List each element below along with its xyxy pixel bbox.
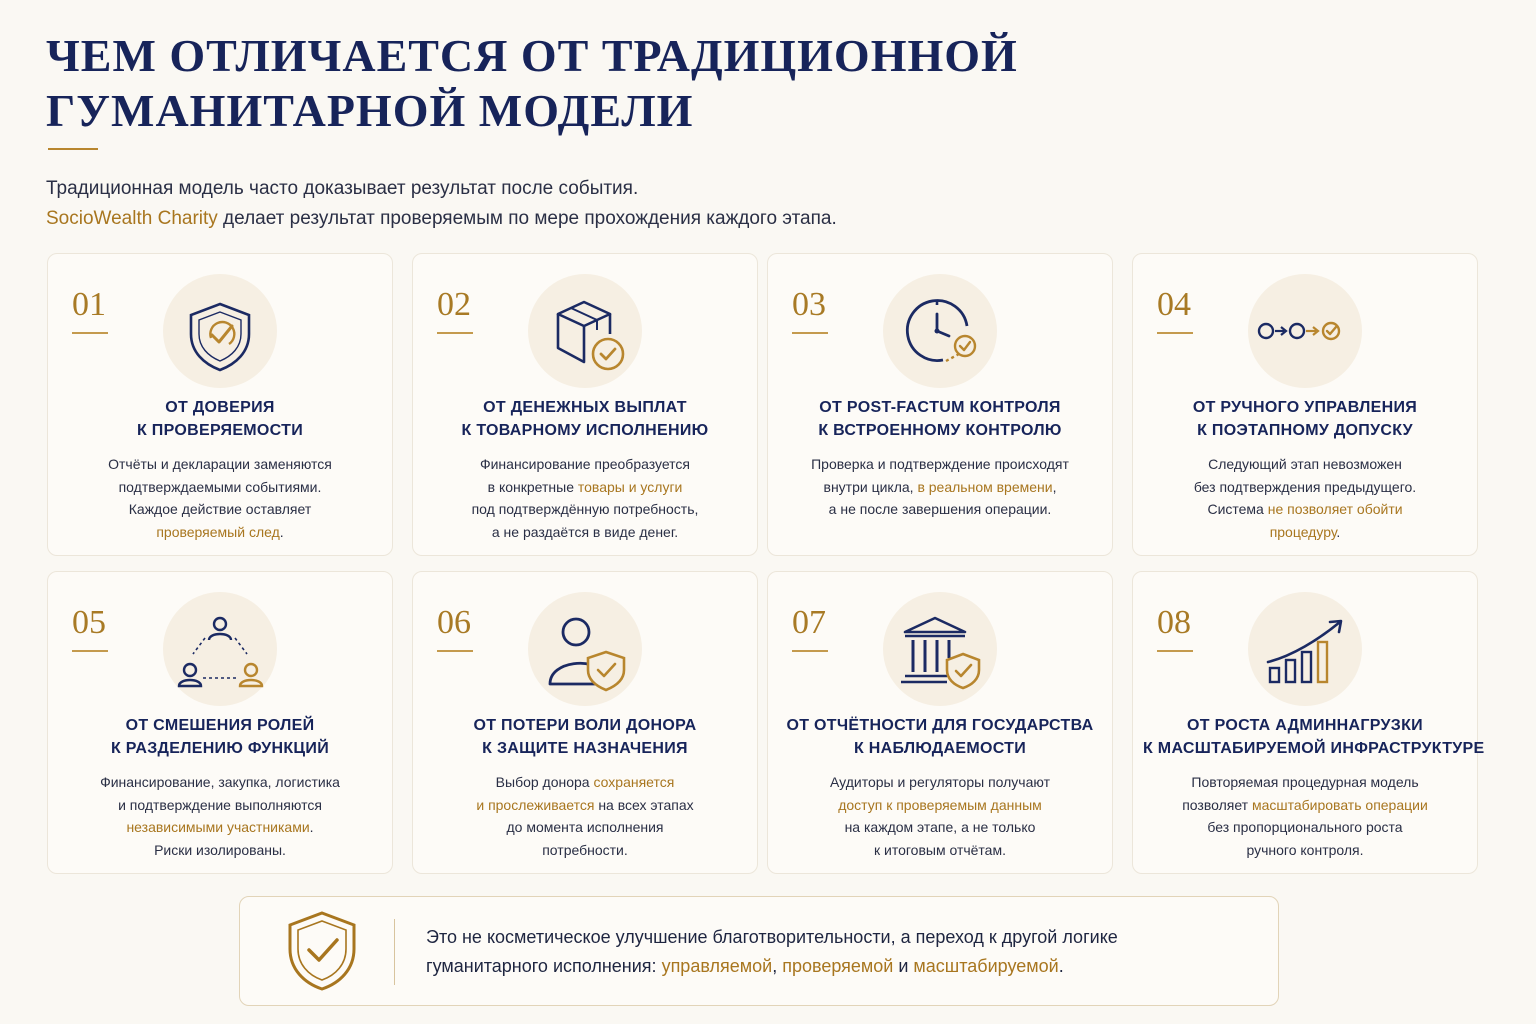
- card-title-line: К ВСТРОЕННОМУ КОНТРОЛЮ: [818, 422, 1062, 439]
- card-description-line: [778, 816, 1102, 839]
- title-line-1: ЧЕМ ОТЛИЧАЕТСЯ ОТ ТРАДИЦИОННОЙ: [46, 30, 1018, 81]
- card-06: [412, 571, 758, 874]
- card-number-underline: [72, 332, 108, 334]
- highlight-text: не позволяет обойти: [1267, 501, 1403, 517]
- card-08: [1132, 571, 1485, 874]
- card-description-line: [1143, 498, 1467, 521]
- summary-line-2: [426, 952, 1118, 981]
- highlight-text: масштабировать операции: [1251, 796, 1428, 813]
- card-04: [1132, 253, 1478, 556]
- card-description-line: [778, 771, 1102, 794]
- card-number-underline: [437, 332, 473, 334]
- text-segment: без пропорционального роста: [1207, 819, 1403, 835]
- text-segment: без подтверждения предыдущего.: [1193, 478, 1417, 495]
- highlight-text: и прослеживается: [476, 796, 595, 813]
- card-description: [58, 453, 382, 543]
- card-title: [58, 714, 382, 760]
- card-07: [767, 571, 1113, 874]
- card-description-line: [1143, 521, 1467, 544]
- card-title: [58, 396, 382, 442]
- text-segment: .: [309, 819, 314, 835]
- shield-check-icon: [284, 909, 360, 998]
- card-description-line: [1143, 453, 1467, 476]
- card-description-line: [58, 476, 382, 499]
- text-segment: под подтверждённую потребность,: [471, 501, 699, 517]
- summary-highlight-scalable: масштабируемой: [913, 956, 1059, 976]
- summary-line-1: Это не косметическое улучшение благотворительности, а переход к другой логике: [426, 927, 1118, 947]
- card-number-underline: [1157, 332, 1193, 334]
- summary-box: [239, 896, 1279, 1006]
- card-number: 01: [72, 286, 106, 323]
- card-description-line: [1143, 839, 1467, 862]
- card-description-line: [778, 453, 1102, 476]
- summary-line-2-start: гуманитарного исполнения:: [426, 956, 662, 976]
- card-description-line: [778, 498, 1102, 521]
- text-segment: внутри цикла,: [823, 478, 918, 495]
- text-segment: .: [1336, 523, 1341, 540]
- card-description-line: [778, 476, 1102, 499]
- card-02: [412, 253, 758, 556]
- card-description-line: [423, 816, 747, 839]
- card-title: [1143, 714, 1485, 760]
- highlight-text: в реальном времени: [917, 478, 1053, 495]
- card-description: [58, 771, 382, 861]
- card-title: [778, 714, 1102, 760]
- text-segment: в конкретные: [487, 478, 578, 495]
- text-segment: а не после завершения операции.: [828, 501, 1052, 517]
- card-description-line: [58, 453, 382, 476]
- text-segment: .: [279, 523, 284, 540]
- summary-highlight-managed: управляемой: [661, 956, 773, 976]
- summary-end: .: [1058, 956, 1064, 976]
- text-segment: Риски изолированы.: [154, 841, 286, 858]
- highlight-text: сохраняется: [593, 774, 675, 790]
- card-description-line: [423, 771, 747, 794]
- text-segment: Проверка и подтверждение происходят: [811, 456, 1069, 472]
- card-number: 02: [437, 286, 471, 323]
- title-underline: [48, 148, 98, 150]
- intro-text: [46, 174, 837, 234]
- card-title-line: К ПРОВЕРЯЕМОСТИ: [137, 422, 303, 439]
- card-description-line: [58, 839, 382, 862]
- text-segment: а не раздаётся в виде денег.: [491, 523, 679, 540]
- card-description: [778, 771, 1102, 861]
- text-segment: к итоговым отчётам.: [873, 841, 1006, 858]
- card-description-line: [58, 794, 382, 817]
- card-description-line: [1143, 816, 1467, 839]
- card-05: [47, 571, 393, 874]
- summary-sep-2: и: [893, 956, 914, 976]
- text-segment: и подтверждение выполняются: [118, 796, 322, 813]
- card-description: [778, 453, 1102, 521]
- card-title: [1143, 396, 1467, 442]
- user-shield-icon: [528, 592, 642, 706]
- card-number: 05: [72, 604, 106, 641]
- card-description-line: [58, 816, 382, 839]
- card-title-line: ОТ СМЕШЕНИЯ РОЛЕЙ: [125, 717, 315, 734]
- card-number: 07: [792, 604, 826, 641]
- text-segment: Финансирование, закупка, логистика: [100, 774, 340, 790]
- card-description-line: [423, 521, 747, 544]
- card-title-line: К НАБЛЮДАЕМОСТИ: [853, 740, 1027, 757]
- card-title-line: ОТ POST-FACTUM КОНТРОЛЯ: [819, 399, 1061, 416]
- intro-line-1: Традиционная модель часто доказывает результат после события.: [46, 178, 639, 199]
- card-description-line: [1143, 771, 1467, 794]
- card-title-line: ОТ РОСТА АДМИННАГРУЗКИ: [1187, 717, 1423, 734]
- summary-text: [426, 923, 1118, 981]
- card-title-line: К РАЗДЕЛЕНИЮ ФУНКЦИЙ: [110, 740, 330, 757]
- growth-chart-icon: [1248, 592, 1362, 706]
- text-segment: на всех этапах: [594, 796, 694, 813]
- card-description-line: [778, 794, 1102, 817]
- text-segment: позволяет: [1182, 796, 1252, 813]
- card-number-underline: [437, 650, 473, 652]
- card-description: [1143, 771, 1467, 861]
- card-description-line: [423, 476, 747, 499]
- card-03: [767, 253, 1113, 556]
- summary-sep-1: ,: [772, 956, 783, 976]
- card-description-line: [423, 498, 747, 521]
- card-number-underline: [792, 332, 828, 334]
- page-title: [46, 28, 1018, 138]
- text-segment: Следующий этап невозможен: [1208, 456, 1402, 472]
- card-title-line: ОТ ДЕНЕЖНЫХ ВЫПЛАТ: [483, 399, 687, 416]
- card-number-underline: [792, 650, 828, 652]
- highlight-text: проверяемый след: [156, 523, 280, 540]
- text-segment: Финансирование преобразуется: [479, 456, 691, 472]
- card-title-line: ОТ ОТЧЁТНОСТИ ДЛЯ ГОСУДАРСТВА: [786, 717, 1094, 734]
- card-description-line: [423, 453, 747, 476]
- box-check-icon: [528, 274, 642, 388]
- highlight-text: доступ к проверяемым данным: [838, 796, 1042, 813]
- card-description: [423, 771, 747, 861]
- card-description: [423, 453, 747, 543]
- card-title: [778, 396, 1102, 442]
- text-segment: до момента исполнения: [506, 819, 664, 835]
- card-number-underline: [72, 650, 108, 652]
- card-title-line: К ПОЭТАПНОМУ ДОПУСКУ: [1197, 422, 1413, 439]
- text-segment: подтверждаемыми событиями.: [118, 478, 322, 495]
- card-description-line: [1143, 794, 1467, 817]
- card-title-line: ОТ РУЧНОГО УПРАВЛЕНИЯ: [1192, 399, 1418, 416]
- card-number-underline: [1157, 650, 1193, 652]
- card-number: 03: [792, 286, 826, 323]
- card-title-line: ОТ ПОТЕРИ ВОЛИ ДОНОРА: [473, 717, 697, 734]
- card-description-line: [58, 521, 382, 544]
- card-description-line: [1143, 476, 1467, 499]
- card-number: 04: [1157, 286, 1191, 323]
- shield-check-icon: [163, 274, 277, 388]
- clock-check-icon: [883, 274, 997, 388]
- card-title: [423, 714, 747, 760]
- text-segment: Отчёты и декларации заменяются: [108, 456, 332, 472]
- text-segment: на каждом этапе, а не только: [844, 819, 1036, 835]
- brand-name: SocioWealth Charity: [46, 208, 218, 229]
- card-description: [1143, 453, 1467, 543]
- card-title-line: ОТ ДОВЕРИЯ: [165, 399, 275, 416]
- text-segment: Повторяемая процедурная модель: [1191, 774, 1419, 790]
- card-title-line: К МАСШТАБИРУЕМОЙ ИНФРАСТРУКТУРЕ: [1143, 740, 1485, 757]
- institution-shield-icon: [883, 592, 997, 706]
- text-segment: ,: [1052, 478, 1057, 495]
- card-description-line: [423, 839, 747, 862]
- highlight-text: процедуру: [1269, 523, 1337, 540]
- highlight-text: независимыми участниками: [126, 819, 310, 835]
- card-description-line: [423, 794, 747, 817]
- card-description-line: [58, 771, 382, 794]
- text-segment: Аудиторы и регуляторы получают: [829, 774, 1050, 790]
- card-description-line: [58, 498, 382, 521]
- intro-line-2: [46, 204, 837, 234]
- title-line-2: ГУМАНИТАРНОЙ МОДЕЛИ: [46, 85, 694, 136]
- summary-divider: [394, 919, 395, 985]
- card-01: [47, 253, 393, 556]
- people-network-icon: [163, 592, 277, 706]
- step-flow-icon: [1248, 274, 1362, 388]
- intro-line-2-rest: делает результат проверяемым по мере прохождения каждого этапа.: [217, 208, 837, 229]
- card-title: [423, 396, 747, 442]
- card-title-line: К ТОВАРНОМУ ИСПОЛНЕНИЮ: [461, 422, 709, 439]
- text-segment: ручного контроля.: [1246, 841, 1364, 858]
- card-number: 08: [1157, 604, 1191, 641]
- card-number: 06: [437, 604, 471, 641]
- text-segment: Выбор донора: [495, 774, 594, 790]
- text-segment: Система: [1207, 501, 1268, 517]
- card-description-line: [778, 839, 1102, 862]
- text-segment: Каждое действие оставляет: [128, 501, 312, 517]
- card-title-line: К ЗАЩИТЕ НАЗНАЧЕНИЯ: [482, 740, 688, 757]
- highlight-text: товары и услуги: [577, 478, 683, 495]
- summary-highlight-verifiable: проверяемой: [782, 956, 894, 976]
- text-segment: потребности.: [542, 841, 628, 858]
